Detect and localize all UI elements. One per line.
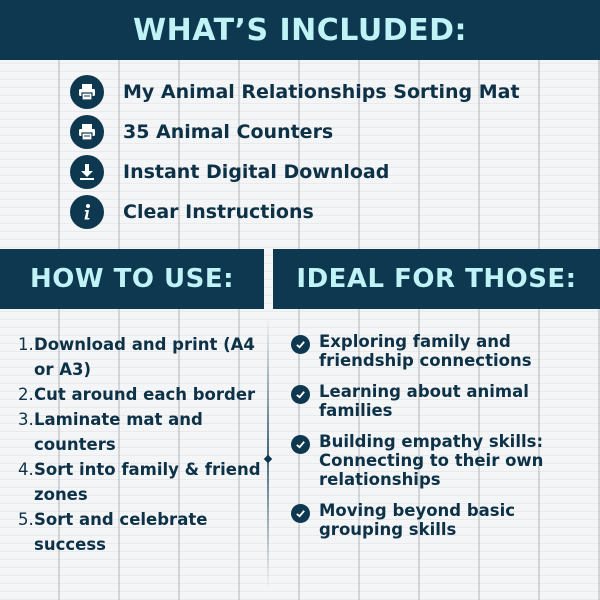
check-circle-icon bbox=[291, 504, 310, 523]
how-to-use-banner bbox=[0, 249, 264, 309]
step-text: Download and print (A4 or A3) bbox=[34, 335, 255, 379]
column-divider bbox=[267, 318, 269, 588]
list-item bbox=[291, 501, 591, 539]
ideal-for-title: IDEAL FOR THOSE: bbox=[296, 264, 577, 294]
step-text: Cut around each border bbox=[34, 385, 256, 404]
info-icon bbox=[70, 195, 104, 229]
step-text: Sort into family & friend zones bbox=[34, 460, 261, 504]
list-item bbox=[18, 457, 263, 507]
list-item bbox=[291, 332, 591, 370]
whats-included-banner bbox=[0, 0, 600, 60]
step-number: 5. bbox=[18, 510, 34, 529]
step-text: Laminate mat and counters bbox=[34, 410, 203, 454]
ideal-for-list bbox=[291, 332, 591, 551]
how-to-use-list bbox=[18, 332, 263, 557]
how-to-use-title: HOW TO USE: bbox=[30, 264, 234, 294]
step-number: 3. bbox=[18, 410, 34, 429]
included-item-label: 35 Animal Counters bbox=[123, 121, 334, 143]
ideal-item-text: Exploring family and friendship connections bbox=[319, 332, 532, 370]
ideal-for-banner bbox=[273, 249, 600, 309]
printer-icon bbox=[70, 75, 104, 109]
list-item bbox=[18, 382, 263, 407]
list-item bbox=[18, 332, 263, 382]
included-item-label: My Animal Relationships Sorting Mat bbox=[123, 81, 520, 103]
step-number: 4. bbox=[18, 460, 34, 479]
included-item bbox=[70, 192, 590, 232]
list-item bbox=[18, 407, 263, 457]
step-text: Sort and celebrate success bbox=[34, 510, 208, 554]
check-circle-icon bbox=[291, 385, 310, 404]
included-item-label: Clear Instructions bbox=[123, 201, 314, 223]
check-circle-icon bbox=[291, 435, 310, 454]
included-item-label: Instant Digital Download bbox=[123, 161, 390, 183]
list-item bbox=[18, 507, 263, 557]
divider-diamond bbox=[264, 455, 272, 463]
included-item bbox=[70, 152, 590, 192]
step-number: 1. bbox=[18, 335, 34, 354]
ideal-item-text: Building empathy skills: Connecting to their own relationships bbox=[319, 432, 544, 489]
included-item bbox=[70, 112, 590, 152]
step-number: 2. bbox=[18, 385, 34, 404]
list-item bbox=[291, 382, 591, 420]
printer-icon bbox=[70, 115, 104, 149]
check-circle-icon bbox=[291, 335, 310, 354]
ideal-item-text: Moving beyond basic grouping skills bbox=[319, 501, 516, 539]
list-item bbox=[291, 432, 591, 489]
included-list bbox=[70, 72, 590, 232]
download-icon bbox=[70, 155, 104, 189]
whats-included-title: WHAT’S INCLUDED: bbox=[133, 12, 467, 48]
included-item bbox=[70, 72, 590, 112]
ideal-item-text: Learning about animal families bbox=[319, 382, 529, 420]
